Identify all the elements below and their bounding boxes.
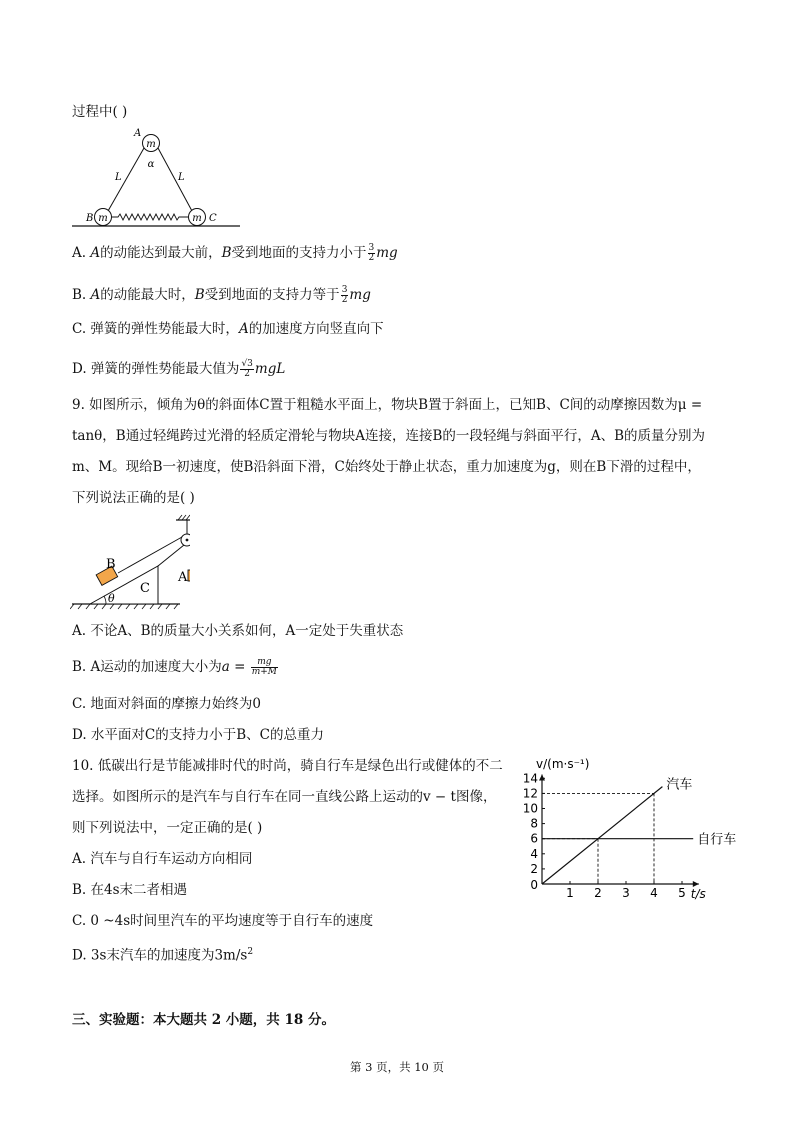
q10-option-b: B. 在4s末二者相遇 [72,882,188,898]
series-label: 自行车 [697,832,737,848]
x-tick-label: 4 [650,886,658,900]
x-tick-label: 3 [622,886,630,900]
rod-left [108,148,144,211]
section-3-heading: 三、实验题：本大题共 2 小题，共 18 分。 [72,1012,335,1028]
label-c: C [209,213,217,224]
label-b: B [106,557,116,572]
label-c: C [140,581,150,596]
q10-line-1: 10. 低碳出行是节能减排时代的时尚，骑自行车是绿色出行或健体的不二 [72,758,503,774]
x-tick-label: 5 [678,886,686,900]
q9-line-3: m、M。现给B一初速度，使B沿斜面下滑，C始终处于静止状态，重力加速度为g，则在B下滑的过程中， [72,459,701,475]
q8-option-a: A. A的动能达到最大前，B受到地面的支持力小于 $\frac{3}{2}$ mg [72,243,398,263]
x-axis-label: t/s [690,887,706,901]
q9-option-b: B. A运动的加速度大小为a = $\frac{mg}{m+M}$ [72,657,278,677]
y-tick-label: 12 [522,786,538,801]
q9-line-1: 9. 如图所示，倾角为θ的斜面体C置于粗糙水平面上，物块B置于斜面上，已知B、C间的动摩擦因数为μ = [72,397,703,413]
q8-option-b: B. A的动能最大时，B受到地面的支持力等于 $\frac{3}{2}$ mg [72,285,371,305]
pulley-axle [186,539,189,542]
label-a: A [178,570,188,585]
page-footer: 第 3 页，共 10 页 [349,1060,445,1074]
q9-line-2: tanθ，B通过轻绳跨过光滑的轻质定滑轮与物块A连接，连接B的一段轻绳与斜面平行，A、B的质量分别为 [72,428,706,444]
q8-triangle-figure [72,122,242,230]
series-label: 汽车 [666,777,693,793]
y-axis-label: v/(m·s⁻¹) [536,757,590,771]
label-a: A [134,128,142,139]
label-b: B [86,213,94,224]
pulley [181,534,190,546]
label-theta: θ [108,592,115,605]
q9-option-a: A. 不论A、B的质量大小关系如何，A一定处于失重状态 [72,623,404,639]
y-tick-label: 6 [530,831,538,846]
label-l-left: L [115,172,122,183]
q8-option-c: C. 弹簧的弹性势能最大时，A的加速度方向竖直向下 [72,321,384,337]
ceiling-hatch [178,515,190,520]
q9-line-4: 下列说法正确的是( ) [72,490,195,506]
y-tick-label: 14 [522,771,538,786]
q10-option-c: C. 0 ~4s时间里汽车的平均速度等于自行车的速度 [72,913,374,929]
q10-line-2: 选择。如图所示的是汽车与自行车在同一直线公路上运动的v − t图像， [72,789,497,805]
y-tick-label: 2 [530,861,538,876]
block-a [188,570,190,581]
q10-option-d: D. 3s末汽车的加速度为$3m/s^2$ [72,947,254,964]
q10-vt-chart [506,752,746,902]
label-alpha: α [147,159,155,170]
origin-label: 0 [530,878,538,892]
q9-option-c: C. 地面对斜面的摩擦力始终为0 [72,696,262,712]
ground-hatch [70,604,178,609]
label-m-top: m [146,139,156,150]
y-axis-arrow [539,775,545,781]
q8-option-d: D. 弹簧的弹性势能最大值为 $\frac{√3}{2}$ mgL [72,359,286,379]
spring [112,214,188,220]
q10-line-3: 则下列说法中，一定正确的是( ) [72,820,263,836]
rod-right [158,148,192,211]
x-tick-label: 2 [594,886,602,900]
q9-incline-figure [70,512,190,610]
series-line-0 [542,787,662,884]
x-tick-label: 1 [566,886,574,900]
label-m-right: m [192,213,202,224]
q10-option-a: A. 汽车与自行车运动方向相同 [72,851,253,867]
label-l-right: L [178,172,185,183]
y-tick-label: 10 [522,801,538,816]
y-tick-label: 4 [530,846,538,861]
label-m-left: m [98,213,108,224]
y-tick-label: 8 [530,816,538,831]
q9-option-d: D. 水平面对C的支持力小于B、C的总重力 [72,727,325,743]
q8-stem-tail: 过程中( ) [72,104,128,120]
